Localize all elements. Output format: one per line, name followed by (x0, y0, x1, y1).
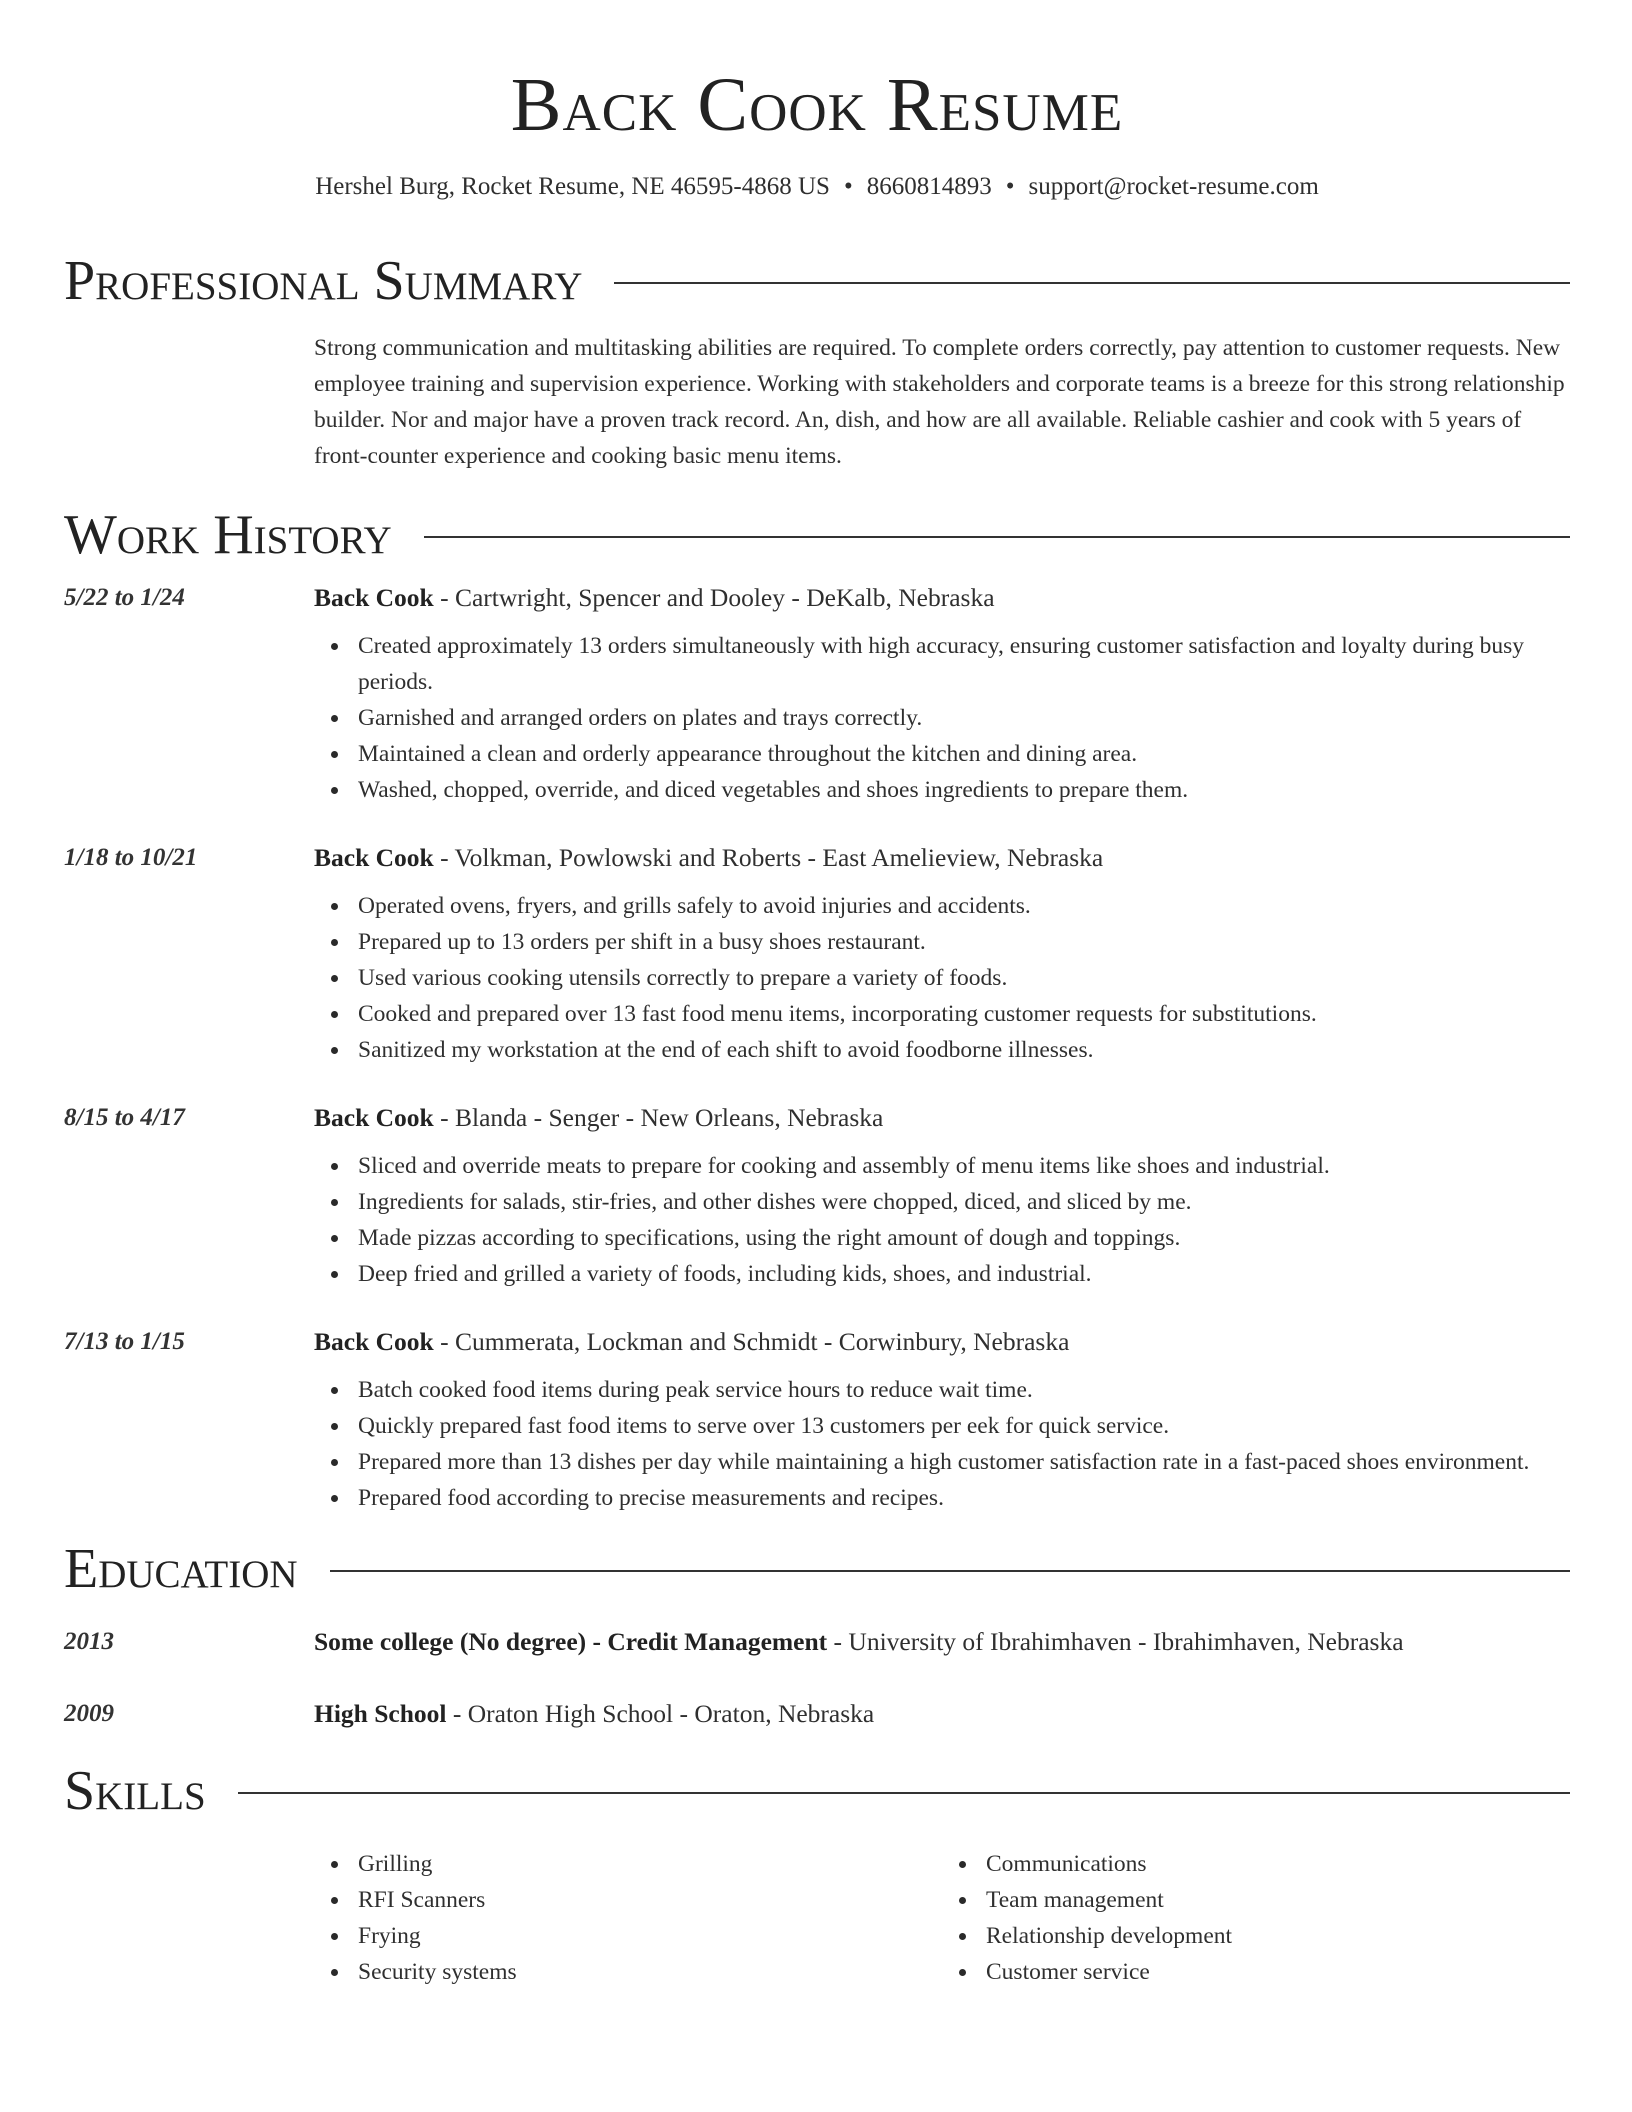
job-bullet: Sliced and override meats to prepare for cooking and assembly of menu items like shoes and industrial. (358, 1148, 1570, 1184)
section-divider (614, 282, 1570, 284)
education-degree: High School (314, 1699, 447, 1728)
job-bullets (314, 1148, 1570, 1292)
job-dates: 7/13 to 1/15 (64, 1328, 185, 1355)
skill-item: Grilling (358, 1846, 942, 1882)
job-bullet: Prepared food according to precise measurements and recipes. (358, 1480, 1570, 1516)
job-entry (64, 1322, 1570, 1516)
summary-text: Strong communication and multitasking abilities are required. To complete orders correctly, pay attention to customer requests. New employee training and supervision experience. Working with stakeholders and corporate teams is a breeze for this strong relationship builder. Nor and major have a proven track record. An, dish, and how are all available. Reliable cashier and cook with 5 years of front-counter experience and cooking basic menu items. (314, 335, 1565, 469)
job-title: Back Cook (314, 843, 434, 872)
section-title: Skills (64, 1760, 206, 1822)
job-bullet: Maintained a clean and orderly appearance throughout the kitchen and dining area. (358, 736, 1570, 772)
job-bullets (314, 888, 1570, 1068)
job-bullet: Prepared more than 13 dishes per day while maintaining a high customer satisfaction rate in a fast-paced shoes environment. (358, 1444, 1570, 1480)
skills-list (314, 1846, 1570, 1990)
job-bullet: Made pizzas according to specifications, using the right amount of dough and toppings. (358, 1220, 1570, 1256)
job-bullet: Sanitized my workstation at the end of each shift to avoid foodborne illnesses. (358, 1032, 1570, 1068)
education-entry (64, 1694, 1570, 1734)
job-details: - Volkman, Powlowski and Roberts - East Amelieview, Nebraska (433, 843, 1104, 872)
education-text (314, 1694, 874, 1734)
job-body (314, 1322, 1570, 1516)
job-body (314, 838, 1570, 1068)
section-divider (424, 536, 1570, 538)
skill-item: Frying (358, 1918, 942, 1954)
skills-column-right (942, 1846, 1570, 1990)
job-heading (314, 578, 1570, 618)
job-details: - Cummerata, Lockman and Schmidt - Corwinbury, Nebraska (433, 1327, 1070, 1356)
job-details: - Cartwright, Spencer and Dooley - DeKalb, Nebraska (433, 583, 995, 612)
section-title: Education (64, 1538, 298, 1600)
job-body (314, 1098, 1570, 1292)
job-entry (64, 1098, 1570, 1292)
job-bullet: Washed, chopped, override, and diced vegetables and shoes ingredients to prepare them. (358, 772, 1570, 808)
job-details: - Blanda - Senger - New Orleans, Nebraska (433, 1103, 884, 1132)
job-bullet: Used various cooking utensils correctly to prepare a variety of foods. (358, 960, 1570, 996)
section-title: Work History (64, 504, 392, 566)
job-dates: 1/18 to 10/21 (64, 844, 198, 871)
section-divider (330, 1570, 1570, 1572)
skill-item: Team management (986, 1882, 1570, 1918)
job-title: Back Cook (314, 583, 434, 612)
section-divider (238, 1792, 1570, 1794)
education-entry (64, 1622, 1570, 1662)
resume-title: Back Cook Resume (510, 63, 1124, 147)
section-title: Professional Summary (64, 250, 583, 312)
skill-item: RFI Scanners (358, 1882, 942, 1918)
education-details: - University of Ibrahimhaven - Ibrahimhaven, Nebraska (827, 1627, 1404, 1656)
education-details: - Oraton High School - Oraton, Nebraska (446, 1699, 875, 1728)
job-bullets (314, 628, 1570, 808)
job-entry (64, 578, 1570, 808)
job-dates: 5/22 to 1/24 (64, 584, 185, 611)
job-dates: 8/15 to 4/17 (64, 1104, 185, 1131)
job-bullet: Deep fried and grilled a variety of foods, including kids, shoes, and industrial. (358, 1256, 1570, 1292)
job-heading (314, 1322, 1570, 1362)
skill-item: Communications (986, 1846, 1570, 1882)
job-heading (314, 838, 1570, 878)
education-year: 2013 (64, 1628, 114, 1655)
contact-address: Hershel Burg, Rocket Resume, NE 46595-4868 US (315, 173, 830, 200)
job-heading (314, 1098, 1570, 1138)
skill-item: Relationship development (986, 1918, 1570, 1954)
job-bullet: Ingredients for salads, stir-fries, and other dishes were chopped, diced, and sliced by me. (358, 1184, 1570, 1220)
job-title: Back Cook (314, 1103, 434, 1132)
contact-line (64, 170, 1570, 204)
education-year: 2009 (64, 1700, 114, 1727)
job-title: Back Cook (314, 1327, 434, 1356)
work-history-heading (64, 500, 1570, 570)
education-degree: Some college (No degree) - Credit Management (314, 1627, 828, 1656)
education-text (314, 1622, 1404, 1662)
job-bullets (314, 1372, 1570, 1516)
contact-separator: • (843, 173, 853, 200)
contact-separator: • (1005, 173, 1015, 200)
education-heading (64, 1534, 1570, 1604)
job-bullet: Cooked and prepared over 13 fast food menu items, incorporating customer requests for substitutions. (358, 996, 1570, 1032)
job-bullet: Created approximately 13 orders simultaneously with high accuracy, ensuring customer satisfaction and loyalty during busy periods. (358, 628, 1570, 700)
job-body (314, 578, 1570, 808)
job-entry (64, 838, 1570, 1068)
summary-heading (64, 246, 1570, 316)
contact-phone: 8660814893 (866, 173, 992, 200)
job-bullet: Operated ovens, fryers, and grills safely to avoid injuries and accidents. (358, 888, 1570, 924)
contact-email: support@rocket-resume.com (1028, 173, 1319, 200)
skill-item: Security systems (358, 1954, 942, 1990)
job-bullet: Batch cooked food items during peak service hours to reduce wait time. (358, 1372, 1570, 1408)
skill-item: Customer service (986, 1954, 1570, 1990)
job-bullet: Garnished and arranged orders on plates and trays correctly. (358, 700, 1570, 736)
skills-heading (64, 1756, 1570, 1826)
job-bullet: Quickly prepared fast food items to serve over 13 customers per eek for quick service. (358, 1408, 1570, 1444)
job-bullet: Prepared up to 13 orders per shift in a busy shoes restaurant. (358, 924, 1570, 960)
skills-column-left (314, 1846, 942, 1990)
